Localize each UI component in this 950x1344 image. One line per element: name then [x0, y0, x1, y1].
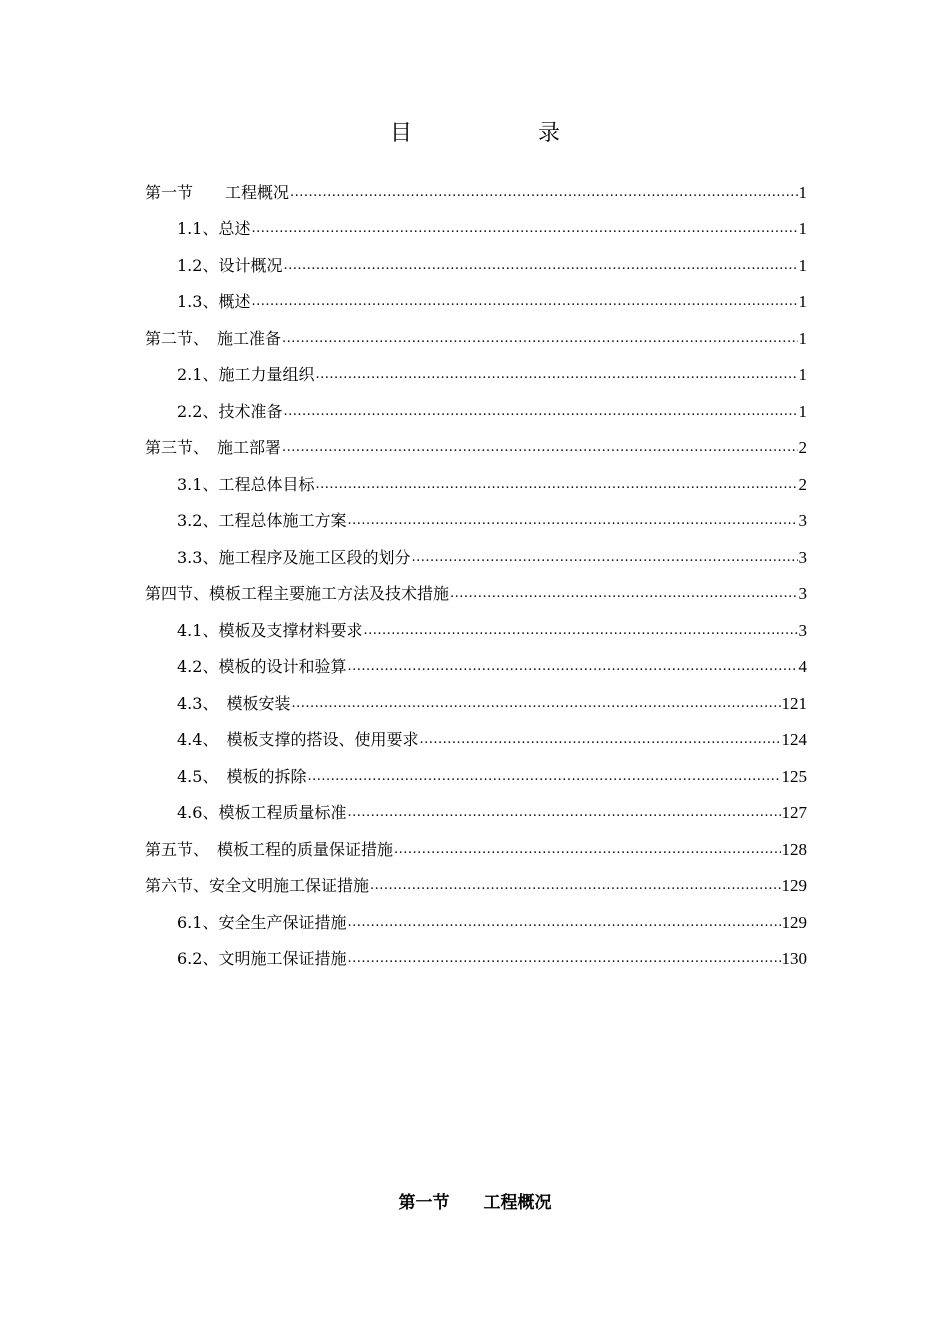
toc-entry-label: 第六节、安全文明施工保证措施: [145, 876, 370, 895]
toc-entry-page: 121: [781, 693, 807, 713]
toc-entry[interactable]: [145, 823, 807, 860]
dot-leader: [251, 219, 797, 239]
dot-leader: [283, 256, 797, 276]
toc-entry-label: 3.3、施工程序及施工区段的划分: [177, 547, 411, 567]
toc-title: 目 录: [389, 121, 612, 146]
toc-entry-label: 1.1、总述: [177, 219, 251, 238]
dot-leader: [450, 584, 797, 604]
dot-leader: [283, 402, 797, 422]
toc-entry-page: 1: [798, 292, 807, 311]
dot-leader: [307, 767, 780, 787]
toc-entry-label: 2.1、施工力量组织: [177, 365, 315, 384]
toc-entry-page: 129: [781, 876, 807, 895]
toc-entry[interactable]: [145, 604, 807, 641]
toc-entry-label: 第五节、 模板工程的质量保证措施: [145, 839, 394, 859]
toc-entry-page: 2: [798, 438, 807, 457]
toc-entry[interactable]: [145, 677, 807, 714]
toc-entry-label: 4.1、模板及支撑材料要求: [177, 620, 363, 640]
toc-entry-page: 1: [798, 328, 807, 348]
toc-entry-label: 4.4、 模板支撑的搭设、使用要求: [177, 730, 419, 749]
dot-leader: [411, 548, 797, 568]
dot-leader: [347, 803, 780, 823]
toc-entry[interactable]: [145, 312, 807, 349]
toc-entry-label: 1.3、概述: [177, 292, 251, 311]
toc-entry-page: 130: [781, 949, 807, 968]
dot-leader: [370, 876, 780, 896]
dot-leader: [282, 329, 797, 349]
dot-leader: [347, 657, 797, 677]
toc-entry-page: 4: [798, 657, 807, 676]
dot-leader: [419, 730, 780, 750]
toc-entry-page: 127: [781, 803, 807, 822]
toc-entry-page: 1: [798, 182, 807, 202]
toc-entry-label: 第三节、 施工部署: [145, 438, 282, 457]
toc-entry-page: 128: [781, 839, 807, 859]
toc-entry[interactable]: [145, 458, 807, 495]
toc-entry[interactable]: [145, 385, 807, 422]
toc-entry-page: 1: [798, 255, 807, 275]
toc-entry[interactable]: [145, 531, 807, 568]
toc-entry-page: 3: [798, 511, 807, 530]
toc-entry-label: 第二节、 施工准备: [145, 328, 282, 348]
toc-entry-label: 4.6、模板工程质量标准: [177, 803, 347, 822]
dot-leader: [290, 183, 797, 203]
dot-leader: [282, 438, 797, 458]
section-heading: 第一节 工程概况: [398, 1193, 552, 1213]
toc-entry-page: 125: [781, 766, 807, 786]
toc-entry-page: 1: [798, 401, 807, 421]
toc-entry-page: 3: [798, 620, 807, 640]
toc-entry[interactable]: [145, 276, 807, 313]
dot-leader: [363, 621, 797, 641]
dot-leader: [291, 694, 780, 714]
toc-entry[interactable]: [145, 896, 807, 933]
toc-entry[interactable]: [145, 641, 807, 678]
dot-leader: [315, 475, 797, 495]
toc-entry-page: 1: [798, 219, 807, 238]
dot-leader: [251, 292, 797, 312]
toc-entry-label: 4.5、 模板的拆除: [177, 766, 307, 786]
toc-entry[interactable]: [145, 203, 807, 240]
toc-entry[interactable]: [145, 239, 807, 276]
toc-entry-page: 3: [798, 547, 807, 567]
toc-entry[interactable]: [145, 422, 807, 459]
toc-entry-label: 3.2、工程总体施工方案: [177, 511, 347, 530]
toc-entry-page: 2: [798, 474, 807, 494]
toc-entry[interactable]: [145, 750, 807, 787]
toc-entry[interactable]: [145, 933, 807, 970]
toc-entry-page: 3: [798, 584, 807, 603]
dot-leader: [315, 365, 797, 385]
toc-entry[interactable]: [145, 787, 807, 824]
dot-leader: [347, 949, 780, 969]
toc-entry[interactable]: [145, 166, 807, 203]
toc-entry-label: 6.1、安全生产保证措施: [177, 912, 347, 932]
toc-entry[interactable]: [145, 495, 807, 532]
toc-entry-label: 3.1、工程总体目标: [177, 474, 315, 494]
toc-entry-label: 第四节、模板工程主要施工方法及技术措施: [145, 584, 450, 603]
dot-leader: [347, 511, 797, 531]
toc-entry-label: 2.2、技术准备: [177, 401, 283, 421]
toc-entry-page: 124: [781, 730, 807, 749]
toc-entry-label: 6.2、文明施工保证措施: [177, 949, 347, 968]
dot-leader: [347, 913, 780, 933]
table-of-contents: [145, 166, 807, 969]
dot-leader: [394, 840, 780, 860]
toc-entry-label: 4.3、 模板安装: [177, 693, 291, 713]
toc-entry[interactable]: [145, 714, 807, 751]
toc-entry[interactable]: [145, 568, 807, 605]
toc-entry-page: 1: [798, 365, 807, 384]
toc-entry-label: 1.2、设计概况: [177, 255, 283, 275]
toc-entry-page: 129: [781, 912, 807, 932]
toc-entry[interactable]: [145, 349, 807, 386]
toc-entry-label: 第一节 工程概况: [145, 182, 290, 202]
toc-entry-label: 4.2、模板的设计和验算: [177, 657, 347, 676]
toc-entry[interactable]: [145, 860, 807, 897]
